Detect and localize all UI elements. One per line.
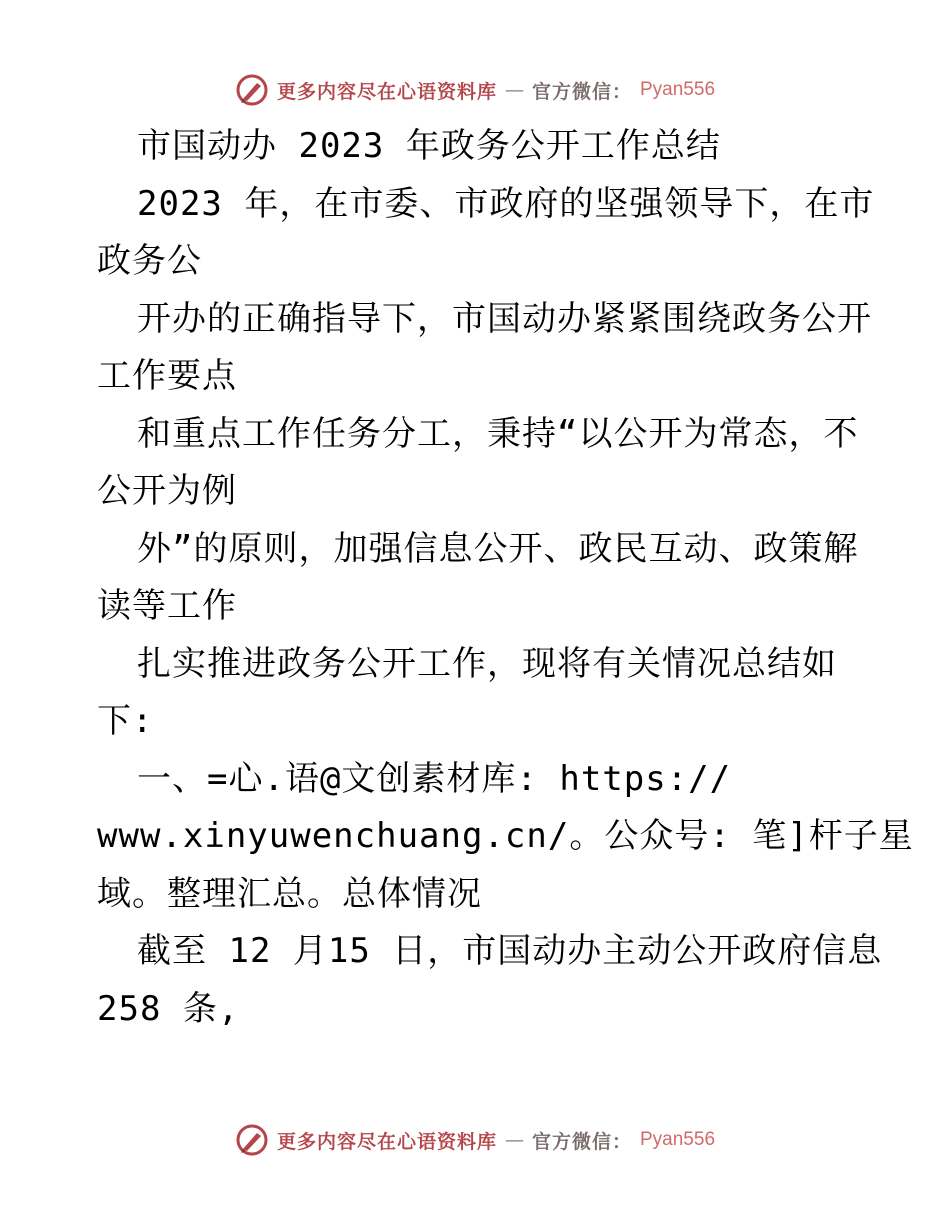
doc-line: 和重点工作任务分工，秉持“以公开为常态，不	[137, 413, 859, 454]
banner-wechat-id: Pyan556	[640, 1129, 716, 1150]
banner-dash: —	[504, 1129, 524, 1151]
doc-line: 外”的原则，加强信息公开、政民互动、政策解	[137, 528, 859, 569]
pen-logo-icon	[235, 73, 269, 107]
doc-line: 258 条,	[97, 988, 240, 1029]
doc-line: 截至 12 月15 日，市国动办主动公开政府信息	[137, 931, 883, 971]
doc-section-heading: 一、=心.语@文创素材库: https://	[137, 758, 732, 799]
banner-wechat-id: Pyan556	[640, 79, 716, 100]
doc-line: 开办的正确指导下，市国动办紧紧围绕政务公开	[137, 298, 872, 339]
doc-line: 公开为例	[97, 471, 237, 511]
doc-line: 下:	[97, 701, 154, 741]
doc-title-line: 市国动办 2023 年政务公开工作总结	[137, 126, 721, 166]
doc-line: 工作要点	[97, 356, 237, 396]
banner-dash: —	[504, 79, 524, 101]
doc-line: www.xinyuwenchuang.cn/。公众号: 笔]杆子星	[97, 816, 914, 856]
doc-line: 2023 年，在市委、市政府的坚强领导下，在市	[137, 183, 875, 224]
banner-wechat-label: 官方微信：	[531, 1130, 632, 1153]
doc-line: 读等工作	[97, 586, 237, 626]
footer-watermark-banner	[0, 1120, 950, 1160]
document-body	[97, 118, 914, 1038]
header-watermark-banner	[0, 70, 950, 110]
banner-wechat-label: 官方微信：	[531, 80, 632, 103]
doc-line: 域。整理汇总。总体情况	[97, 873, 482, 914]
pen-logo-icon	[235, 1123, 269, 1157]
banner-title: 更多内容尽在心语资料库	[276, 80, 497, 103]
doc-line: 扎实推进政务公开工作，现将有关情况总结如	[137, 643, 837, 684]
doc-line: 政务公	[97, 241, 202, 281]
banner-title: 更多内容尽在心语资料库	[276, 1130, 497, 1153]
